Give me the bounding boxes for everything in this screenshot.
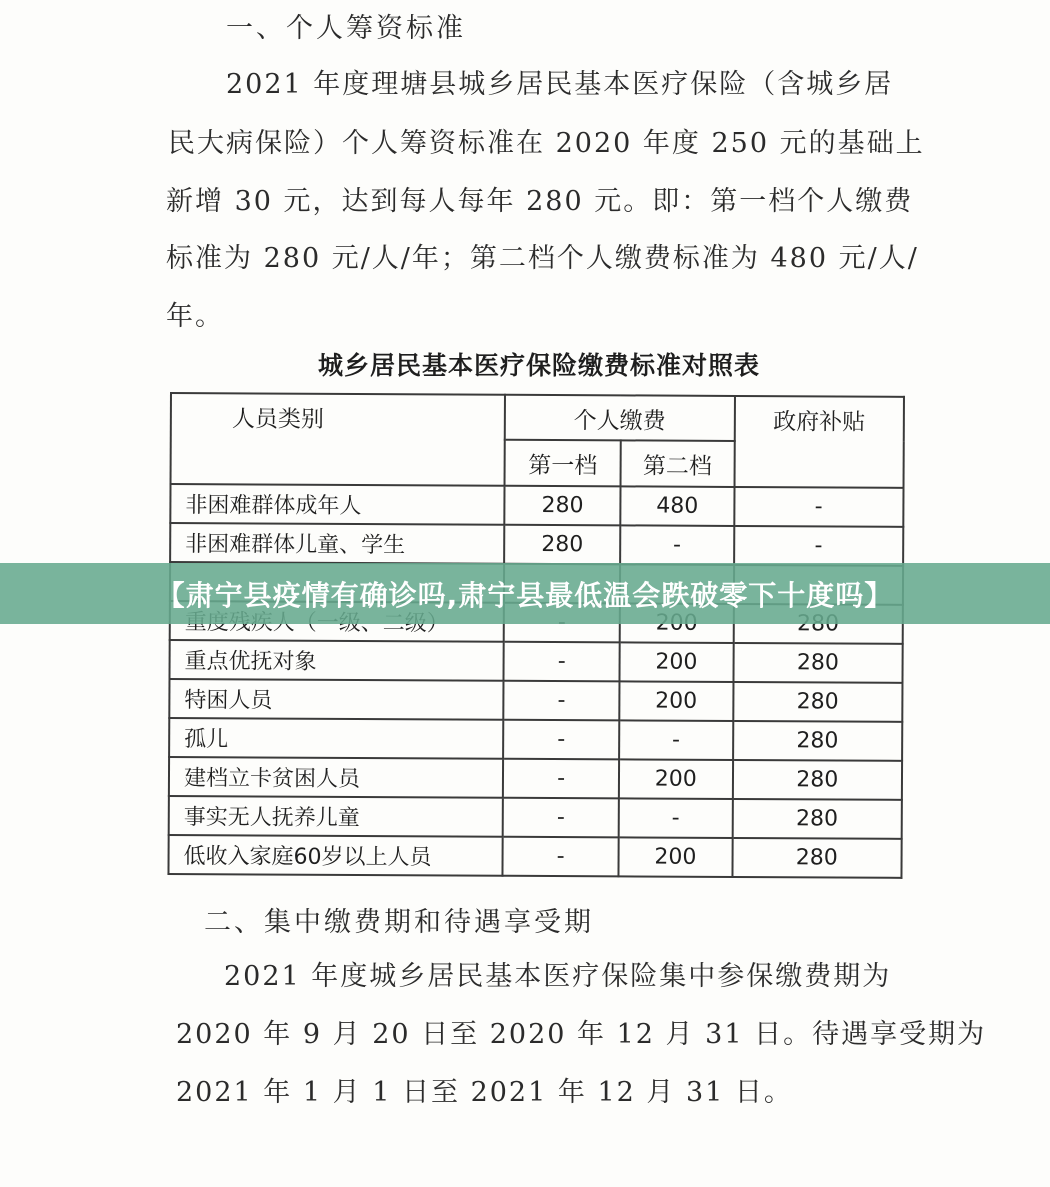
row-tier2: 200 [619,837,733,877]
row-tier2: - [619,720,733,760]
section2-paragraph-line: 2021 年 1 月 1 日至 2021 年 12 月 31 日。 [176,1077,793,1108]
header-tier1: 第一档 [505,440,621,487]
row-category: 非困难群体成年人 [170,484,504,525]
row-subsidy: 280 [733,721,903,761]
header-category: 人员类别 [171,393,506,486]
table-header-row [171,393,904,442]
section1-heading: 一、个人筹资标准 [226,13,466,44]
row-subsidy: 280 [732,760,902,800]
banner-title: 【肃宁县疫情有确诊吗,肃宁县最低温会跌破零下十度吗】 [156,578,894,612]
row-subsidy: - [734,487,904,527]
table-row [168,835,901,878]
row-subsidy: 280 [732,838,902,878]
row-tier1: - [503,681,619,721]
row-tier1: 280 [504,525,620,565]
header-government-subsidy: 政府补贴 [734,396,904,488]
row-tier2: - [619,798,733,838]
section1-paragraph-line: 2021 年度理塘县城乡居民基本医疗保险（含城乡居 [226,69,894,100]
row-tier1: - [504,642,620,682]
row-category: 孤儿 [169,718,503,759]
row-tier2: - [620,525,734,565]
row-tier2: 480 [620,486,734,526]
row-category: 低收入家庭60岁以上人员 [168,835,502,876]
row-category: 特困人员 [169,679,503,720]
table-title: 城乡居民基本医疗保险缴费标准对照表 [318,351,761,380]
row-tier2: 200 [619,759,733,799]
header-personal-payment: 个人缴费 [505,395,735,441]
row-category: 建档立卡贫困人员 [169,757,503,798]
row-category: 非困难群体儿童、学生 [170,523,504,564]
section2-heading: 二、集中缴费期和待遇享受期 [204,907,594,938]
section2-paragraph-line: 2020 年 9 月 20 日至 2020 年 12 月 31 日。待遇享受期为 [176,1019,987,1050]
table-row [169,679,902,722]
row-tier1: - [503,837,619,877]
row-tier1: - [503,720,619,760]
row-tier1: 280 [504,486,620,526]
table-row [169,640,902,683]
section1-paragraph-line: 民大病保险）个人筹资标准在 2020 年度 250 元的基础上 [168,128,925,159]
table-row [169,718,902,761]
section1-paragraph-line: 标准为 280 元/人/年；第二档个人缴费标准为 480 元/人/ [166,243,919,274]
section1-paragraph-line: 新增 30 元，达到每人每年 280 元。即：第一档个人缴费 [166,186,914,217]
table-row [170,523,903,566]
row-subsidy: 280 [732,799,902,839]
row-category: 重点优抚对象 [169,640,503,681]
table-row [169,757,902,800]
row-tier2: 200 [619,681,733,721]
row-tier2: 200 [620,642,734,682]
section1-paragraph-line: 年。 [166,301,224,332]
row-tier1: - [503,798,619,838]
row-tier1: - [503,759,619,799]
table-row [170,484,903,527]
table-row [169,796,902,839]
title-banner [0,563,1050,624]
row-subsidy: 280 [733,682,903,722]
row-category: 事实无人抚养儿童 [169,796,503,837]
row-subsidy: - [734,526,904,566]
section2-paragraph-line: 2021 年度城乡居民基本医疗保险集中参保缴费期为 [224,961,892,992]
header-tier2: 第二档 [621,440,735,487]
fee-standard-table [167,392,905,879]
row-subsidy: 280 [733,643,903,683]
